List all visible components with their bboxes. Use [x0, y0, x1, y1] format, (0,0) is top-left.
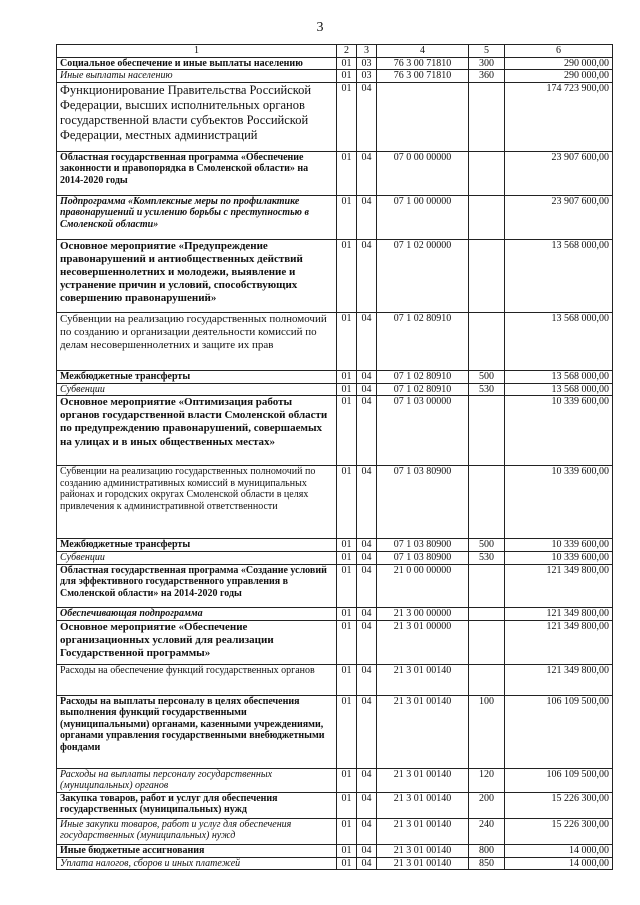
target-article-cell: 21 3 01 00140: [377, 857, 469, 870]
expense-type-cell: [469, 564, 505, 607]
row-name-cell: Областная государственная программа «Обеспечение законности и правопорядка в Смоленской области» на 2014-2020 годы: [57, 151, 337, 195]
expense-type-cell: 360: [469, 70, 505, 83]
expense-type-cell: 500: [469, 539, 505, 552]
target-article-cell: 07 0 00 00000: [377, 151, 469, 195]
column-header: 5: [469, 45, 505, 58]
expense-type-cell: 300: [469, 57, 505, 70]
subsection-code-cell: 04: [357, 620, 377, 664]
target-article-cell: 21 3 01 00140: [377, 695, 469, 768]
subsection-code-cell: 04: [357, 239, 377, 312]
expense-type-cell: 100: [469, 695, 505, 768]
section-code-cell: 01: [337, 664, 357, 695]
section-code-cell: 01: [337, 57, 357, 70]
subsection-code-cell: 04: [357, 539, 377, 552]
table-row: [57, 564, 613, 607]
table-row: [57, 792, 613, 818]
subsection-code-cell: 04: [357, 792, 377, 818]
target-article-cell: 07 1 02 80910: [377, 312, 469, 370]
amount-cell: 13 568 000,00: [505, 383, 613, 396]
amount-cell: 121 349 800,00: [505, 607, 613, 620]
target-article-cell: 21 3 01 00140: [377, 844, 469, 857]
row-name-cell: Межбюджетные трансферты: [57, 539, 337, 552]
target-article-cell: 07 1 03 80900: [377, 466, 469, 539]
row-name-cell: Основное мероприятие «Предупреждение правонарушений и антиобщественных действий несовершеннолетних и молодежи, выявление и устранение причин и условий, способствующих совершению правонарушений»: [57, 239, 337, 312]
expense-type-cell: [469, 620, 505, 664]
amount-cell: 121 349 800,00: [505, 620, 613, 664]
expense-type-cell: [469, 466, 505, 539]
expense-type-cell: 200: [469, 792, 505, 818]
row-name-cell: Расходы на выплаты персоналу в целях обеспечения выполнения функций государственными (муниципальными) органами, казенными учреждениями, органами управления государственными внебюджетными фондами: [57, 695, 337, 768]
row-name-cell: Расходы на обеспечение функций государственных органов: [57, 664, 337, 695]
section-code-cell: 01: [337, 695, 357, 768]
amount-cell: 13 568 000,00: [505, 370, 613, 383]
table-row: [57, 195, 613, 239]
table-row: [57, 466, 613, 539]
table-row: [57, 70, 613, 83]
budget-table: [56, 44, 613, 870]
expense-type-cell: 120: [469, 768, 505, 792]
section-code-cell: 01: [337, 818, 357, 844]
column-header: 2: [337, 45, 357, 58]
section-code-cell: 01: [337, 383, 357, 396]
row-name-cell: Расходы на выплаты персоналу государственных (муниципальных) органов: [57, 768, 337, 792]
subsection-code-cell: 04: [357, 466, 377, 539]
section-code-cell: 01: [337, 70, 357, 83]
table-row: [57, 370, 613, 383]
expense-type-cell: [469, 312, 505, 370]
amount-cell: 106 109 500,00: [505, 695, 613, 768]
amount-cell: 10 339 600,00: [505, 466, 613, 539]
target-article-cell: 07 1 03 00000: [377, 396, 469, 466]
section-code-cell: 01: [337, 564, 357, 607]
expense-type-cell: [469, 396, 505, 466]
column-header: 6: [505, 45, 613, 58]
row-name-cell: Субвенции: [57, 383, 337, 396]
expense-type-cell: [469, 607, 505, 620]
expense-type-cell: [469, 239, 505, 312]
section-code-cell: 01: [337, 620, 357, 664]
target-article-cell: 07 1 03 80900: [377, 552, 469, 565]
target-article-cell: 76 3 00 71810: [377, 70, 469, 83]
section-code-cell: 01: [337, 82, 357, 151]
target-article-cell: [377, 82, 469, 151]
target-article-cell: 21 3 01 00140: [377, 792, 469, 818]
row-name-cell: Иные бюджетные ассигнования: [57, 844, 337, 857]
section-code-cell: 01: [337, 239, 357, 312]
target-article-cell: 21 3 01 00000: [377, 620, 469, 664]
expense-type-cell: 530: [469, 552, 505, 565]
target-article-cell: 07 1 02 80910: [377, 370, 469, 383]
table-row: [57, 552, 613, 565]
section-code-cell: 01: [337, 539, 357, 552]
subsection-code-cell: 04: [357, 564, 377, 607]
row-name-cell: Функционирование Правительства Российской Федерации, высших исполнительных органов государственной власти субъектов Российской Федерации, местных администраций: [57, 82, 337, 151]
row-name-cell: Закупка товаров, работ и услуг для обеспечения государственных (муниципальных) нужд: [57, 792, 337, 818]
target-article-cell: 76 3 00 71810: [377, 57, 469, 70]
target-article-cell: 07 1 00 00000: [377, 195, 469, 239]
table-row: [57, 239, 613, 312]
subsection-code-cell: 03: [357, 57, 377, 70]
section-code-cell: 01: [337, 312, 357, 370]
section-code-cell: 01: [337, 466, 357, 539]
target-article-cell: 21 3 01 00140: [377, 664, 469, 695]
row-name-cell: Иные выплаты населению: [57, 70, 337, 83]
row-name-cell: Основное мероприятие «Оптимизация работы органов государственной власти Смоленской области по предупреждению правонарушений, совершаемых на улицах и в иных общественных местах»: [57, 396, 337, 466]
section-code-cell: 01: [337, 396, 357, 466]
subsection-code-cell: 04: [357, 695, 377, 768]
amount-cell: 15 226 300,00: [505, 792, 613, 818]
section-code-cell: 01: [337, 370, 357, 383]
expense-type-cell: 500: [469, 370, 505, 383]
column-header: 4: [377, 45, 469, 58]
table-row: [57, 768, 613, 792]
section-code-cell: 01: [337, 607, 357, 620]
row-name-cell: Обеспечивающая подпрограмма: [57, 607, 337, 620]
subsection-code-cell: 04: [357, 312, 377, 370]
amount-cell: 14 000,00: [505, 844, 613, 857]
section-code-cell: 01: [337, 195, 357, 239]
target-article-cell: 21 0 00 00000: [377, 564, 469, 607]
section-code-cell: 01: [337, 792, 357, 818]
row-name-cell: Субвенции: [57, 552, 337, 565]
expense-type-cell: 240: [469, 818, 505, 844]
row-name-cell: Подпрограмма «Комплексные меры по профилактике правонарушений и усилению борьбы с преступностью в Смоленской области»: [57, 195, 337, 239]
amount-cell: 10 339 600,00: [505, 396, 613, 466]
column-header: 3: [357, 45, 377, 58]
table-row: [57, 151, 613, 195]
subsection-code-cell: 04: [357, 82, 377, 151]
row-name-cell: Субвенции на реализацию государственных полномочий по созданию и организации деятельности комиссий по делам несовершеннолетних и защите их прав: [57, 312, 337, 370]
row-name-cell: Областная государственная программа «Создание условий для эффективного государственного управления в Смоленской области» на 2014-2020 годы: [57, 564, 337, 607]
target-article-cell: 07 1 02 80910: [377, 383, 469, 396]
table-row: [57, 664, 613, 695]
amount-cell: 13 568 000,00: [505, 312, 613, 370]
table-row: [57, 312, 613, 370]
amount-cell: 290 000,00: [505, 57, 613, 70]
subsection-code-cell: 04: [357, 844, 377, 857]
expense-type-cell: 530: [469, 383, 505, 396]
table-row: [57, 607, 613, 620]
row-name-cell: Субвенции на реализацию государственных полномочий по созданию административных комиссий в муниципальных районах и городских округах Смоленской области в целях привлечения к административной ответственности: [57, 466, 337, 539]
target-article-cell: 21 3 01 00140: [377, 768, 469, 792]
row-name-cell: Социальное обеспечение и иные выплаты населению: [57, 57, 337, 70]
row-name-cell: Уплата налогов, сборов и иных платежей: [57, 857, 337, 870]
expense-type-cell: [469, 195, 505, 239]
subsection-code-cell: 04: [357, 552, 377, 565]
table-row: [57, 844, 613, 857]
amount-cell: 121 349 800,00: [505, 664, 613, 695]
amount-cell: 23 907 600,00: [505, 195, 613, 239]
amount-cell: 14 000,00: [505, 857, 613, 870]
target-article-cell: 21 3 00 00000: [377, 607, 469, 620]
subsection-code-cell: 03: [357, 70, 377, 83]
subsection-code-cell: 04: [357, 664, 377, 695]
expense-type-cell: 800: [469, 844, 505, 857]
amount-cell: 10 339 600,00: [505, 552, 613, 565]
expense-type-cell: [469, 664, 505, 695]
amount-cell: 10 339 600,00: [505, 539, 613, 552]
table-row: [57, 57, 613, 70]
target-article-cell: 21 3 01 00140: [377, 818, 469, 844]
subsection-code-cell: 04: [357, 857, 377, 870]
table-body: [57, 57, 613, 870]
subsection-code-cell: 04: [357, 195, 377, 239]
row-name-cell: Основное мероприятие «Обеспечение организационных условий для реализации Государственной программы»: [57, 620, 337, 664]
table-row: [57, 818, 613, 844]
table-row: [57, 620, 613, 664]
amount-cell: 15 226 300,00: [505, 818, 613, 844]
table-row: [57, 857, 613, 870]
section-code-cell: 01: [337, 151, 357, 195]
section-code-cell: 01: [337, 768, 357, 792]
section-code-cell: 01: [337, 844, 357, 857]
subsection-code-cell: 04: [357, 370, 377, 383]
subsection-code-cell: 04: [357, 818, 377, 844]
amount-cell: 121 349 800,00: [505, 564, 613, 607]
subsection-code-cell: 04: [357, 396, 377, 466]
target-article-cell: 07 1 02 00000: [377, 239, 469, 312]
subsection-code-cell: 04: [357, 151, 377, 195]
subsection-code-cell: 04: [357, 607, 377, 620]
table-row: [57, 82, 613, 151]
section-code-cell: 01: [337, 857, 357, 870]
table-row: [57, 383, 613, 396]
page-number: 3: [316, 20, 324, 35]
subsection-code-cell: 04: [357, 768, 377, 792]
expense-type-cell: [469, 151, 505, 195]
amount-cell: 174 723 900,00: [505, 82, 613, 151]
expense-type-cell: [469, 82, 505, 151]
row-name-cell: Иные закупки товаров, работ и услуг для обеспечения государственных (муниципальных) нужд: [57, 818, 337, 844]
subsection-code-cell: 04: [357, 383, 377, 396]
column-header: 1: [57, 45, 337, 58]
table-row: [57, 539, 613, 552]
table-row: [57, 396, 613, 466]
amount-cell: 23 907 600,00: [505, 151, 613, 195]
amount-cell: 290 000,00: [505, 70, 613, 83]
target-article-cell: 07 1 03 80900: [377, 539, 469, 552]
expense-type-cell: 850: [469, 857, 505, 870]
amount-cell: 13 568 000,00: [505, 239, 613, 312]
table-row: [57, 695, 613, 768]
row-name-cell: Межбюджетные трансферты: [57, 370, 337, 383]
amount-cell: 106 109 500,00: [505, 768, 613, 792]
table-header-row: [57, 45, 613, 58]
section-code-cell: 01: [337, 552, 357, 565]
